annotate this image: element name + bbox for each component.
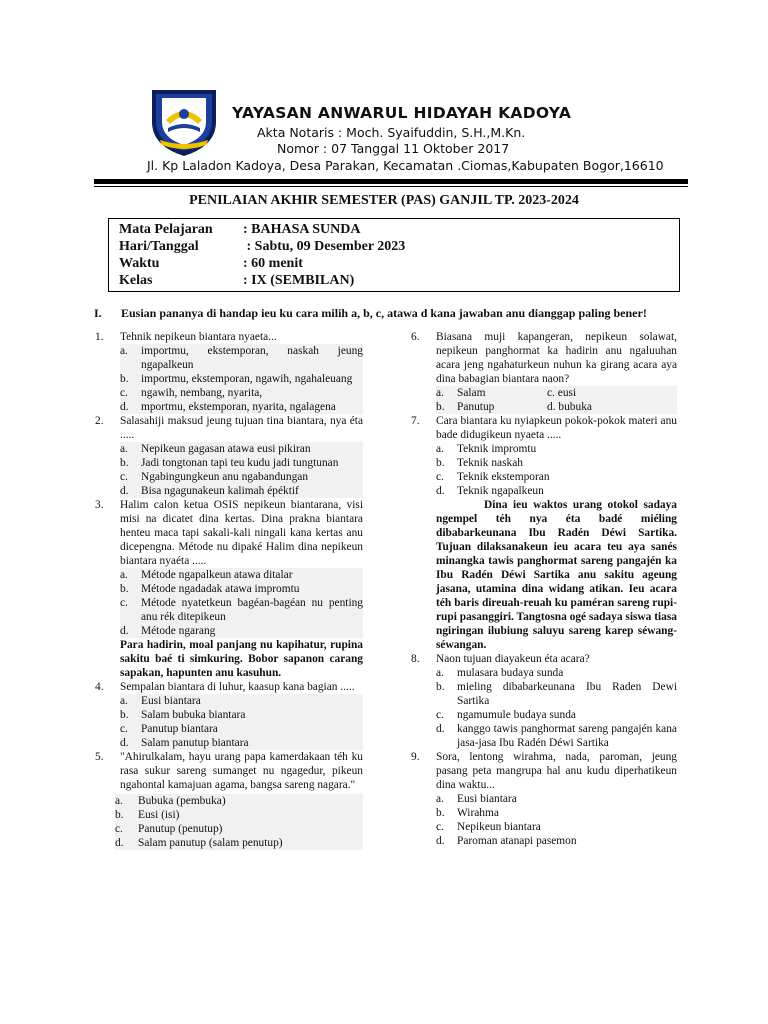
- answer-option-d[interactable]: d. kanggo tawis panghormat sareng pangajén kana jasa-jasa Ibu Radén Déwi Sartika: [436, 723, 677, 749]
- answer-option-c[interactable]: c. Panutup biantara: [120, 722, 363, 736]
- question-number: 2.: [95, 415, 104, 427]
- answer-option-b[interactable]: b. Salam bubuka biantara: [120, 708, 363, 722]
- info-row-subject: [119, 222, 360, 238]
- answer-option-a[interactable]: a. Teknik impromtu: [436, 443, 537, 455]
- answer-options: [115, 794, 363, 850]
- info-value: : Sabtu, 09 Desember 2023: [243, 239, 406, 254]
- answer-option-a[interactable]: a. Eusi biantara: [120, 694, 363, 708]
- answer-option-d[interactable]: d. Salam panutup biantara: [120, 736, 363, 750]
- answer-option-d[interactable]: d. Métode ngarang: [120, 624, 363, 638]
- info-value: : 60 menit: [243, 256, 303, 271]
- question-number: 7.: [411, 415, 420, 427]
- answer-options: [120, 344, 363, 414]
- answer-option-b[interactable]: b. Wirahma: [436, 807, 499, 819]
- question-number: 4.: [95, 681, 104, 693]
- question-9: [411, 750, 677, 848]
- question-text: Naon tujuan diayakeun éta acara?: [436, 653, 590, 665]
- answer-option-a[interactable]: a. mulasara budaya sunda: [436, 667, 564, 679]
- question-number: 1.: [95, 331, 104, 343]
- answer-option-c[interactable]: c. Ngabingungkeun anu ngabandungan: [120, 470, 363, 484]
- answer-option-a[interactable]: a. Métode ngapalkeun atawa ditalar: [120, 568, 363, 582]
- answer-option-d[interactable]: d. Paroman atanapi pasemon: [436, 835, 577, 847]
- organization-name: YAYASAN ANWARUL HIDAYAH KADOYA: [232, 104, 572, 122]
- answer-option-d[interactable]: d. Bisa ngagunakeun kalimah épéktif: [120, 484, 363, 498]
- question-number: 6.: [411, 331, 420, 343]
- answer-option-c[interactable]: c. Panutup (penutup): [115, 822, 363, 836]
- info-row-class: [119, 273, 354, 289]
- question-1: [95, 330, 363, 414]
- answer-option-c[interactable]: c. Teknik ekstemporan: [436, 471, 550, 483]
- question-text: Halim calon ketua OSIS nepikeun biantarana, visi misi na dicatet dina kertas. Dina prakna biantara henteu maca tapi sakali-kali ningali kana kertas anu dicepengna. Métode nu dipaké Halim dina nepikeun biantara nyaéta .....: [120, 499, 363, 567]
- answer-option-a[interactable]: a. Eusi biantara: [436, 793, 517, 805]
- info-row-date: [119, 239, 405, 255]
- question-3: [95, 498, 363, 638]
- address-line: Jl. Kp Laladon Kadoya, Desa Parakan, Kecamatan .Ciomas,Kabupaten Bogor,16610: [147, 158, 664, 173]
- answer-option-b[interactable]: b. importmu, ekstemporan, ngawih, ngahaleuang: [120, 372, 363, 386]
- question-8: [411, 652, 677, 750]
- answer-option-c[interactable]: c. Nepikeun biantara: [436, 821, 541, 833]
- info-key: Mata Pelajaran: [119, 222, 213, 237]
- question-number: 3.: [95, 499, 104, 511]
- answer-options: [436, 666, 677, 750]
- question-2: [95, 414, 363, 498]
- answer-option-d[interactable]: d. Teknik ngapalkeun: [436, 485, 544, 497]
- exam-info-box: [108, 218, 680, 292]
- question-text: Salasahiji maksud jeung tujuan tina biantara, nya éta .....: [120, 415, 363, 441]
- letterhead-divider-thick: [94, 179, 688, 184]
- answer-option-b[interactable]: b. Jadi tongtonan tapi teu kudu jadi tungtunan: [120, 456, 363, 470]
- question-6: [411, 330, 677, 414]
- question-5: [95, 750, 363, 792]
- answer-option-b[interactable]: b. Métode ngadadak atawa impromtu: [120, 582, 363, 596]
- section-number: I.: [94, 306, 102, 320]
- answer-option-b[interactable]: b. Eusi (isi): [115, 808, 363, 822]
- answer-option-c[interactable]: c. ngawih, nembang, nyarita,: [120, 386, 363, 400]
- question-number: 5.: [95, 751, 104, 763]
- exam-title: PENILAIAN AKHIR SEMESTER (PAS) GANJIL TP. 2023-2024: [189, 193, 579, 208]
- answer-option-b[interactable]: b. Teknik naskah: [436, 457, 523, 469]
- answer-options: [436, 792, 677, 848]
- answer-options: [436, 442, 677, 498]
- question-text: Tehnik nepikeun biantara nyaeta...: [120, 331, 277, 343]
- answer-option-a[interactable]: a. importmu, ekstemporan, naskah jeung ngapalkeun: [120, 345, 363, 371]
- answer-options: [120, 568, 363, 638]
- answer-option-d[interactable]: d. mportmu, ekstemporan, nyarita, ngalagena: [120, 400, 363, 414]
- answer-option-row[interactable]: a. Salam c. eusi: [436, 386, 677, 400]
- answer-option-a[interactable]: a. Nepikeun gagasan atawa eusi pikiran: [120, 442, 363, 456]
- answer-option-c[interactable]: c. Métode nyatetkeun bagéan-bagéan nu penting anu rék ditepikeun: [120, 597, 363, 623]
- question-number: 8.: [411, 653, 420, 665]
- letterhead-divider-thin: [94, 186, 688, 187]
- question-number: 9.: [411, 751, 420, 763]
- answer-options: [436, 386, 677, 414]
- info-value: : IX (SEMBILAN): [243, 273, 355, 288]
- answer-options: [120, 694, 363, 750]
- notary-line: Akta Notaris : Moch. Syaifuddin, S.H.,M.Kn.: [257, 125, 526, 140]
- info-row-time: [119, 256, 303, 272]
- info-value: : BAHASA SUNDA: [243, 222, 361, 237]
- info-key: Kelas: [119, 273, 153, 288]
- question-text: Cara biantara ku nyiapkeun pokok-pokok materi anu bade didugikeun nyaeta .....: [436, 415, 677, 441]
- question-text: Sora, lentong wirahma, nada, paroman, jeung pasang peta mangrupa hal anu kudu diperhatikeun dina waktu...: [436, 751, 677, 791]
- answer-option-a[interactable]: a. Bubuka (pembuka): [115, 794, 363, 808]
- answer-option-b[interactable]: b. mieling dibabarkeunana Ibu Raden Dewi Sartika: [436, 681, 677, 707]
- info-key: Waktu: [119, 256, 160, 271]
- questions-left-column: [95, 330, 363, 850]
- question-text: Sempalan biantara di luhur, kaasup kana bagian .....: [120, 681, 355, 693]
- answer-option-c[interactable]: c. ngamumule budaya sunda: [436, 709, 576, 721]
- questions-right-column: [411, 330, 677, 848]
- question-text: Biasana muji kapangeran, nepikeun solawat, nepikeun panghormat ka hadirin anu ngaluuhan acara jeng ngahaturkeun nuhun ka girang acara aya dina babagian biantara naon?: [436, 331, 677, 385]
- answer-option-d[interactable]: d. Salam panutup (salam penutup): [115, 836, 363, 850]
- question-7: [411, 414, 677, 498]
- answer-options: [120, 442, 363, 498]
- reading-passage: Para hadirin, moal panjang nu kapihatur, rupina sakitu baé ti simkuring. Bobor sapanon carang sapakan, hapunten anu kasuhun.: [120, 639, 363, 679]
- reading-passage: Dina ieu waktos urang otokol sadaya ngempel téh nya éta badé miéling dibabarkeunana Ibu Radén Déwi Sartika. Tujuan dilaksanakeun ieu acara teu aya sanés minangka tawis panghormat sareng pangajén ka Ibu Radén Déwi Sartika anu sakitu ageung jasana, utamina dina widang atikan. Ieu acara téh baris direuah-reuah ku paméran sareng rupi-rupi pasanggiri. Tangtosna ogé sadaya siswa tiasa ngiringan ilubiung saluyu sareng karep séwang-séwangan.: [436, 499, 677, 651]
- section-instruction: Eusian pananya di handap ieu ku cara milih a, b, c, atawa d kana jawaban anu dianggap paling bener!: [121, 306, 647, 320]
- question-4: [95, 680, 363, 750]
- info-key: Hari/Tanggal: [119, 239, 199, 254]
- answer-option-row[interactable]: b. Panutup d. bubuka: [436, 400, 677, 414]
- school-crest-logo: [146, 84, 222, 158]
- question-text: "Ahirulkalam, hayu urang papa kamerdakaan téh ku rasa sukur sareng sumanget nu ngagedur, pikeun ngahontal kamajuan agama, bangsa sareng nagara.": [120, 751, 363, 791]
- registration-number: Nomor : 07 Tanggal 11 Oktober 2017: [277, 141, 510, 156]
